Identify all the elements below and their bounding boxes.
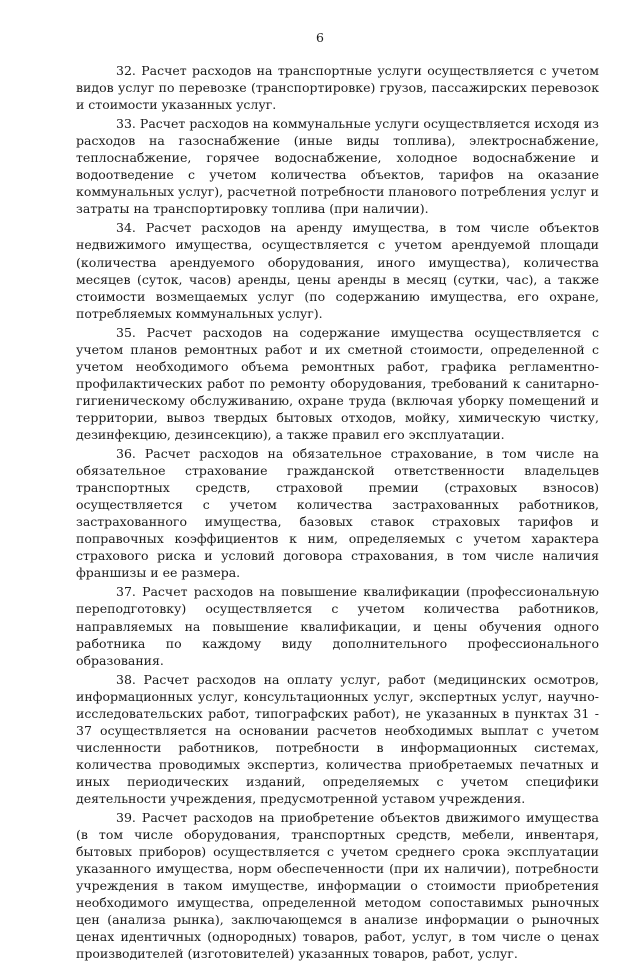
paragraph-38: 38. Расчет расходов на оплату услуг, работ (медицинских осмотров, информационных услуг, консультационных услуг, экспертных услуг, научно-исследовательских работ, типографских работ), не указанных в пунктах 31 - 37 осуществляется на основании расчетов необходимых выплат с учетом численности работников, потребности в информационных системах, количества проводимых экспертиз, количества приобретаемых печатных и иных периодических изданий, определяемых с учетом специфики деятельности учреждения, предусмотренной уставом учреждения. (76, 671, 599, 806)
paragraph-34: 34. Расчет расходов на аренду имущества, в том числе объектов недвижимого имущества, осуществляется с учетом арендуемой площади (количества арендуемого оборудования, иного имущества), количества месяцев (суток, часов) аренды, цены аренды в месяц (сутки, час), а также стоимости возмещаемых услуг (по содержанию имущества, его охране, потребляемых коммунальных услуг). (76, 220, 599, 321)
paragraph-32: 32. Расчет расходов на транспортные услуги осуществляется с учетом видов услуг по перевозке (транспортировке) грузов, пассажирских перевозок и стоимости указанных услуг. (76, 63, 599, 113)
page-number: 6 (316, 30, 324, 45)
paragraph-37: 37. Расчет расходов на повышение квалификации (профессиональную переподготовку) осуществляется с учетом количества работников, направляемых на повышение квалификации, и цены обучения одного работника по каждому виду дополнительного профессионального образования. (76, 584, 599, 668)
paragraph-33: 33. Расчет расходов на коммунальные услуги осуществляется исходя из расходов на газоснабжение (иные виды топлива), электроснабжение, теплоснабжение, горячее водоснабжение, холодное водоснабжение и водоотведение с учетом количества объектов, тарифов на оказание коммунальных услуг), расчетной потребности планового потребления услуг и затраты на транспортировку топлива (при наличии). (76, 116, 599, 217)
paragraph-35: 35. Расчет расходов на содержание имущества осуществляется с учетом планов ремонтных работ и их сметной стоимости, определенной с учетом необходимого объема ремонтных работ, графика регламентно-профилактических работ по ремонту оборудования, требований к санитарно-гигиеническому обслуживанию, охране труда (включая уборку помещений и территории, вывоз твердых бытовых отходов, мойку, химическую чистку, дезинфекцию, дезинсекцию), а также правил его эксплуатации. (76, 324, 599, 442)
document-body (76, 62, 599, 964)
paragraph-39: 39. Расчет расходов на приобретение объектов движимого имущества (в том числе оборудования, транспортных средств, мебели, инвентаря, бытовых приборов) осуществляется с учетом среднего срока эксплуатации указанного имущества, норм обеспеченности (при их наличии), потребности учреждения в таком имуществе, информации о стоимости приобретения необходимого имущества, определенной методом сопоставимых рыночных цен (анализа рынка), заключающемся в анализе информации о рыночных ценах идентичных (однородных) товаров, работ, услуг, в том числе о ценах производителей (изготовителей) указанных товаров, работ, услуг. (76, 810, 599, 962)
paragraph-36: 36. Расчет расходов на обязательное страхование, в том числе на обязательное страхование гражданской ответственности владельцев транспортных средств, страховой премии (страховых взносов) осуществляется с учетом количества застрахованных работников, застрахованного имущества, базовых ставок страховых тарифов и поправочных коэффициентов к ним, определяемых с учетом характера страхового риска и условий договора страхования, в том числе наличия франшизы и ее размера. (76, 446, 599, 581)
